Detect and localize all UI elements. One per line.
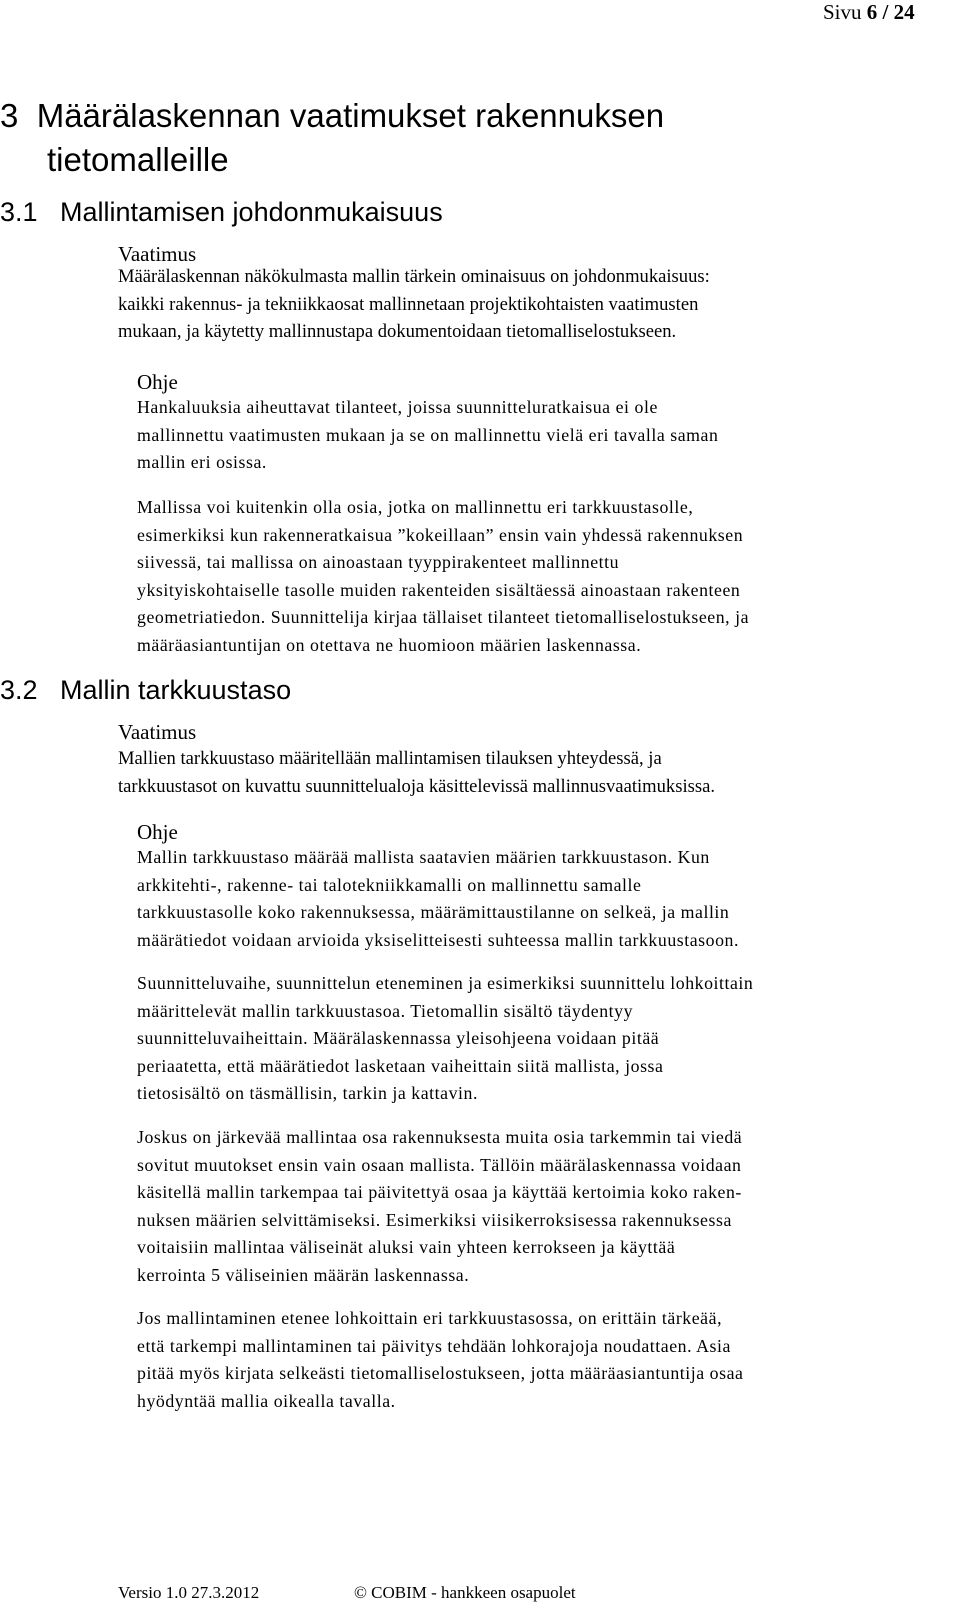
text-line: hyödyntää mallia oikealla tavalla. [137,1390,396,1411]
guidance-paragraph [137,1124,742,1290]
text-line: geometriatiedon. Suunnittelija kirjaa tällaiset tilanteet tietomalliselostukseen, ja [137,607,750,628]
text-line: pitää myös kirjata selkeästi tietomalliselostukseen, jotta määräasiantuntija osaa [137,1363,744,1384]
section-title: Mallintamisen johdonmukaisuus [60,197,443,227]
footer-copyright: © COBIM - hankkeen osapuolet [354,1583,576,1602]
page-number [823,0,915,25]
footer-version: Versio 1.0 27.3.2012 [118,1583,260,1602]
chapter-title-line1: Määrälaskennan vaatimukset rakennuksen [36,97,665,134]
text-line: mallin eri osissa. [137,452,267,473]
text-line: mallinnettu vaatimusten mukaan ja se on mallinnettu vielä eri tavalla saman [137,424,719,445]
text-line: voitaisiin mallintaa väliseinät aluksi vain yhteen kerrokseen ja käyttää [137,1237,676,1258]
text-line: Mallin tarkkuustaso määrää mallista saatavien määrien tarkkuustason. Kun [137,847,710,867]
chapter-number: 3 [0,97,19,134]
text-line: tarkkuustasot on kuvattu suunnittelualoja käsittelevissä mallinnusvaatimuksissa. [118,775,715,797]
page-prefix: Sivu [823,0,862,24]
section-heading-3-2 [0,674,291,706]
text-line: nuksen määrien selvittämiseksi. Esimerkiksi viisikerroksisessa rakennuksessa [137,1209,732,1230]
page-current: 6 [866,0,878,24]
text-line: kerrointa 5 väliseinien määrän laskennassa. [137,1264,470,1285]
section-number: 3.2 [0,675,38,705]
text-line: Suunnitteluvaihe, suunnittelun eteneminen ja esimerkiksi suunnittelu lohkoittain [137,973,754,993]
text-line: tietosisältö on täsmällisin, tarkin ja kattavin. [137,1083,478,1104]
text-line: arkkitehti-, rakenne- tai talotekniikkamalli on mallinnettu samalle [137,874,642,895]
text-line: suunnitteluvaiheittain. Määrälaskennassa yleisohjeena voidaan pitää [137,1028,660,1049]
page-separator: / [882,0,889,24]
text-line: kaikki rakennus- ja tekniikkaosat mallinnetaan projektikohtaisten vaatimusten [118,293,699,315]
text-line: Joskus on järkevää mallintaa osa rakennuksesta muita osia tarkemmin tai viedä [137,1127,743,1147]
text-line: määrätiedot voidaan arvioida yksiselitteisesti suhteessa mallin tarkkuustasoon. [137,929,739,950]
text-line: yksityiskohtaiselle tasolle muiden rakenteiden sisältäessä ainoastaan rakenteen [137,579,741,600]
requirement-text [118,745,715,800]
text-line: Jos mallintaminen etenee lohkoittain eri tarkkuustasossa, on erittäin tärkeää, [137,1308,723,1328]
text-line: periaatetta, että määrätiedot lasketaan vaiheittain siitä mallista, jossa [137,1055,664,1076]
requirement-text [118,263,710,346]
text-line: että tarkempi mallintaminen tai päivitys tehdään lohkorajoja noudattaen. Asia [137,1335,731,1356]
page-total: 24 [893,0,915,24]
guidance-paragraph [137,394,718,477]
text-line: tarkkuustasolle koko rakennuksessa, määrämittaustilanne on selkeä, ja mallin [137,902,730,923]
guidance-label: Ohje [137,820,178,844]
guidance-paragraph [137,970,753,1108]
guidance-paragraph [137,494,749,660]
text-line: mukaan, ja käytetty mallinnustapa dokumentoidaan tietomalliselostukseen. [118,321,677,343]
requirement-label: Vaatimus [118,242,197,266]
requirement-label: Vaatimus [118,720,197,744]
section-heading-3-1 [0,196,443,228]
section-title: Mallin tarkkuustaso [60,675,292,705]
guidance-label: Ohje [137,370,178,394]
guidance-paragraph [137,844,739,954]
text-line: Määrälaskennan näkökulmasta mallin tärkein ominaisuus on johdonmukaisuus: [118,266,710,287]
guidance-paragraph [137,1305,743,1415]
text-line: siivessä, tai mallissa on ainoastaan tyyppirakenteet mallinnettu [137,552,620,573]
text-line: käsitellä mallin tarkempaa tai päivitettyä osaa ja käyttää kertoimia koko raken- [137,1182,742,1203]
text-line: Mallien tarkkuustaso määritellään mallintamisen tilauksen yhteydessä, ja [118,748,662,769]
text-line: sovitut muutokset ensin vain osaan mallista. Tällöin määrälaskennassa voidaan [137,1154,742,1175]
text-line: määrittelevät mallin tarkkuustasoa. Tietomallin sisältö täydentyy [137,1000,634,1021]
text-line: määräasiantuntijan on otettava ne huomioon määrien laskennassa. [137,634,642,655]
section-number: 3.1 [0,197,38,227]
chapter-title-line2: tietomalleille [47,141,229,178]
text-line: Mallissa voi kuitenkin olla osia, jotka on mallinnettu eri tarkkuustasolle, [137,497,694,517]
chapter-heading [0,94,664,182]
text-line: Hankaluuksia aiheuttavat tilanteet, joissa suunnitteluratkaisua ei ole [137,397,658,417]
text-line: esimerkiksi kun rakenneratkaisua ”kokeillaan” ensin vain yhdessä rakennuksen [137,524,744,545]
